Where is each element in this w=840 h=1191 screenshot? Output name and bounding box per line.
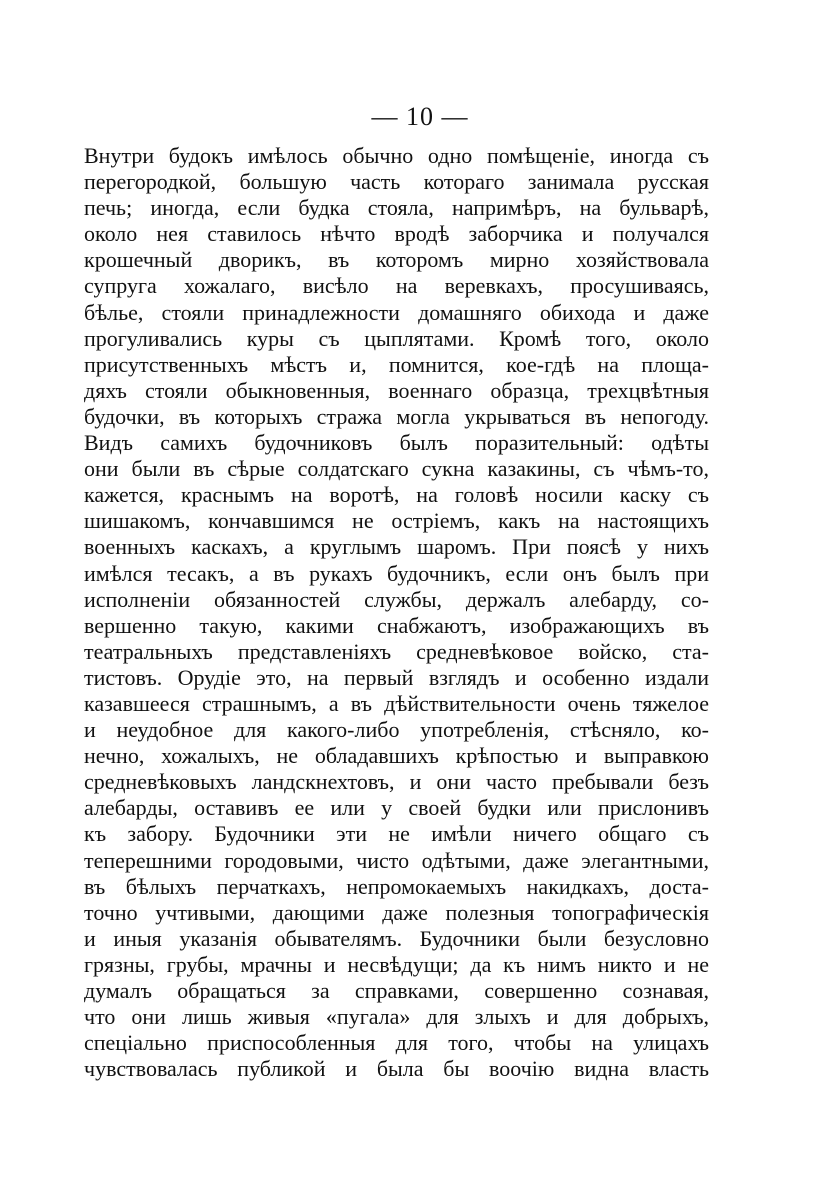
text-line: грязны, грубы, мрачны и несвѣдущи; да къ нимъ никто и не (84, 951, 709, 977)
text-line: Внутри будокъ имѣлось обычно одно помѣщеніе, иногда съ (84, 143, 709, 168)
text-line: кажется, краснымъ на воротѣ, на головѣ носили каску съ (84, 482, 709, 508)
text-line: что они лишь живыя «пугала» для злыхъ и для добрыхъ, (84, 1004, 709, 1030)
text-line: театральныхъ представленіяхъ средневѣковое войско, ста- (84, 638, 709, 664)
text-line: перегородкой, большую часть котораго занимала русская (84, 169, 709, 195)
text-line: печь; иногда, если будка стояла, напримѣръ, на бульварѣ, (84, 195, 709, 221)
text-line: дяхъ стояли обыкновенныя, военнаго образца, трехцвѣтныя (84, 377, 709, 403)
text-line: точно учтивыми, дающими даже полезныя топографическія (84, 899, 709, 925)
text-line: крошечный дворикъ, въ которомъ мирно хозяйствовала (84, 247, 709, 273)
text-line: вершенно такую, какими снабжаютъ, изображающихъ въ (84, 612, 709, 638)
text-line: около нея ставилось нѣчто вродѣ заборчика и получался (84, 221, 709, 247)
text-line: бѣлье, стояли принадлежности домашняго обихода и даже (84, 299, 709, 325)
text-line: къ забору. Будочники эти не имѣли ничего общаго съ (84, 821, 709, 847)
text-line: военныхъ каскахъ, а круглымъ шаромъ. При поясѣ у нихъ (84, 534, 709, 560)
text-line: присутственныхъ мѣстъ и, помнится, кое-гдѣ на площа- (84, 351, 709, 377)
text-line: средневѣковыхъ ландскнехтовъ, и они часто пребывали безъ (84, 769, 709, 795)
text-line: шишакомъ, кончавшимся не остріемъ, какъ на настоящихъ (84, 508, 709, 534)
text-line: спеціально приспособленныя для того, чтобы на улицахъ (84, 1030, 709, 1056)
text-line: теперешними городовыми, чисто одѣтыми, даже элегантными, (84, 847, 709, 873)
text-line: будочки, въ которыхъ стража могла укрываться въ непогоду. (84, 403, 709, 429)
text-line: тистовъ. Орудіе это, на первый взглядъ и особенно издали (84, 664, 709, 690)
text-line: казавшееся страшнымъ, а въ дѣйствительности очень тяжелое (84, 690, 709, 716)
text-line: думалъ обращаться за справками, совершенно сознавая, (84, 978, 709, 1003)
text-line: Видъ самихъ будочниковъ былъ поразительный: одѣты (84, 430, 709, 456)
text-line: и иныя указанія обывателямъ. Будочники были безусловно (84, 925, 709, 951)
text-line: нечно, хожалыхъ, не обладавшихъ крѣпостью и выправкою (84, 743, 709, 769)
text-line: и неудобное для какого-либо употребленія, стѣсняло, ко- (84, 717, 709, 743)
text-line: они были въ сѣрые солдатскаго сукна казакины, съ чѣмъ-то, (84, 456, 709, 482)
text-line: чувствовалась публикой и была бы воочію видна власть (84, 1056, 709, 1082)
text-line: супруга хожалаго, висѣло на веревкахъ, просушиваясь, (84, 273, 709, 299)
text-line: имѣлся тесакъ, а въ рукахъ будочникъ, если онъ былъ при (84, 560, 709, 586)
page-number: — 10 — (371, 102, 469, 131)
text-line: въ бѣлыхъ перчаткахъ, непромокаемыхъ накидкахъ, доста- (84, 873, 709, 899)
body-text (84, 143, 709, 1082)
text-line: прогуливались куры съ цыплятами. Кромѣ того, около (84, 325, 709, 351)
text-line: алебарды, оставивъ ее или у своей будки или прислонивъ (84, 795, 709, 821)
text-line: исполненіи обязанностей службы, держалъ алебарду, со- (84, 586, 709, 612)
